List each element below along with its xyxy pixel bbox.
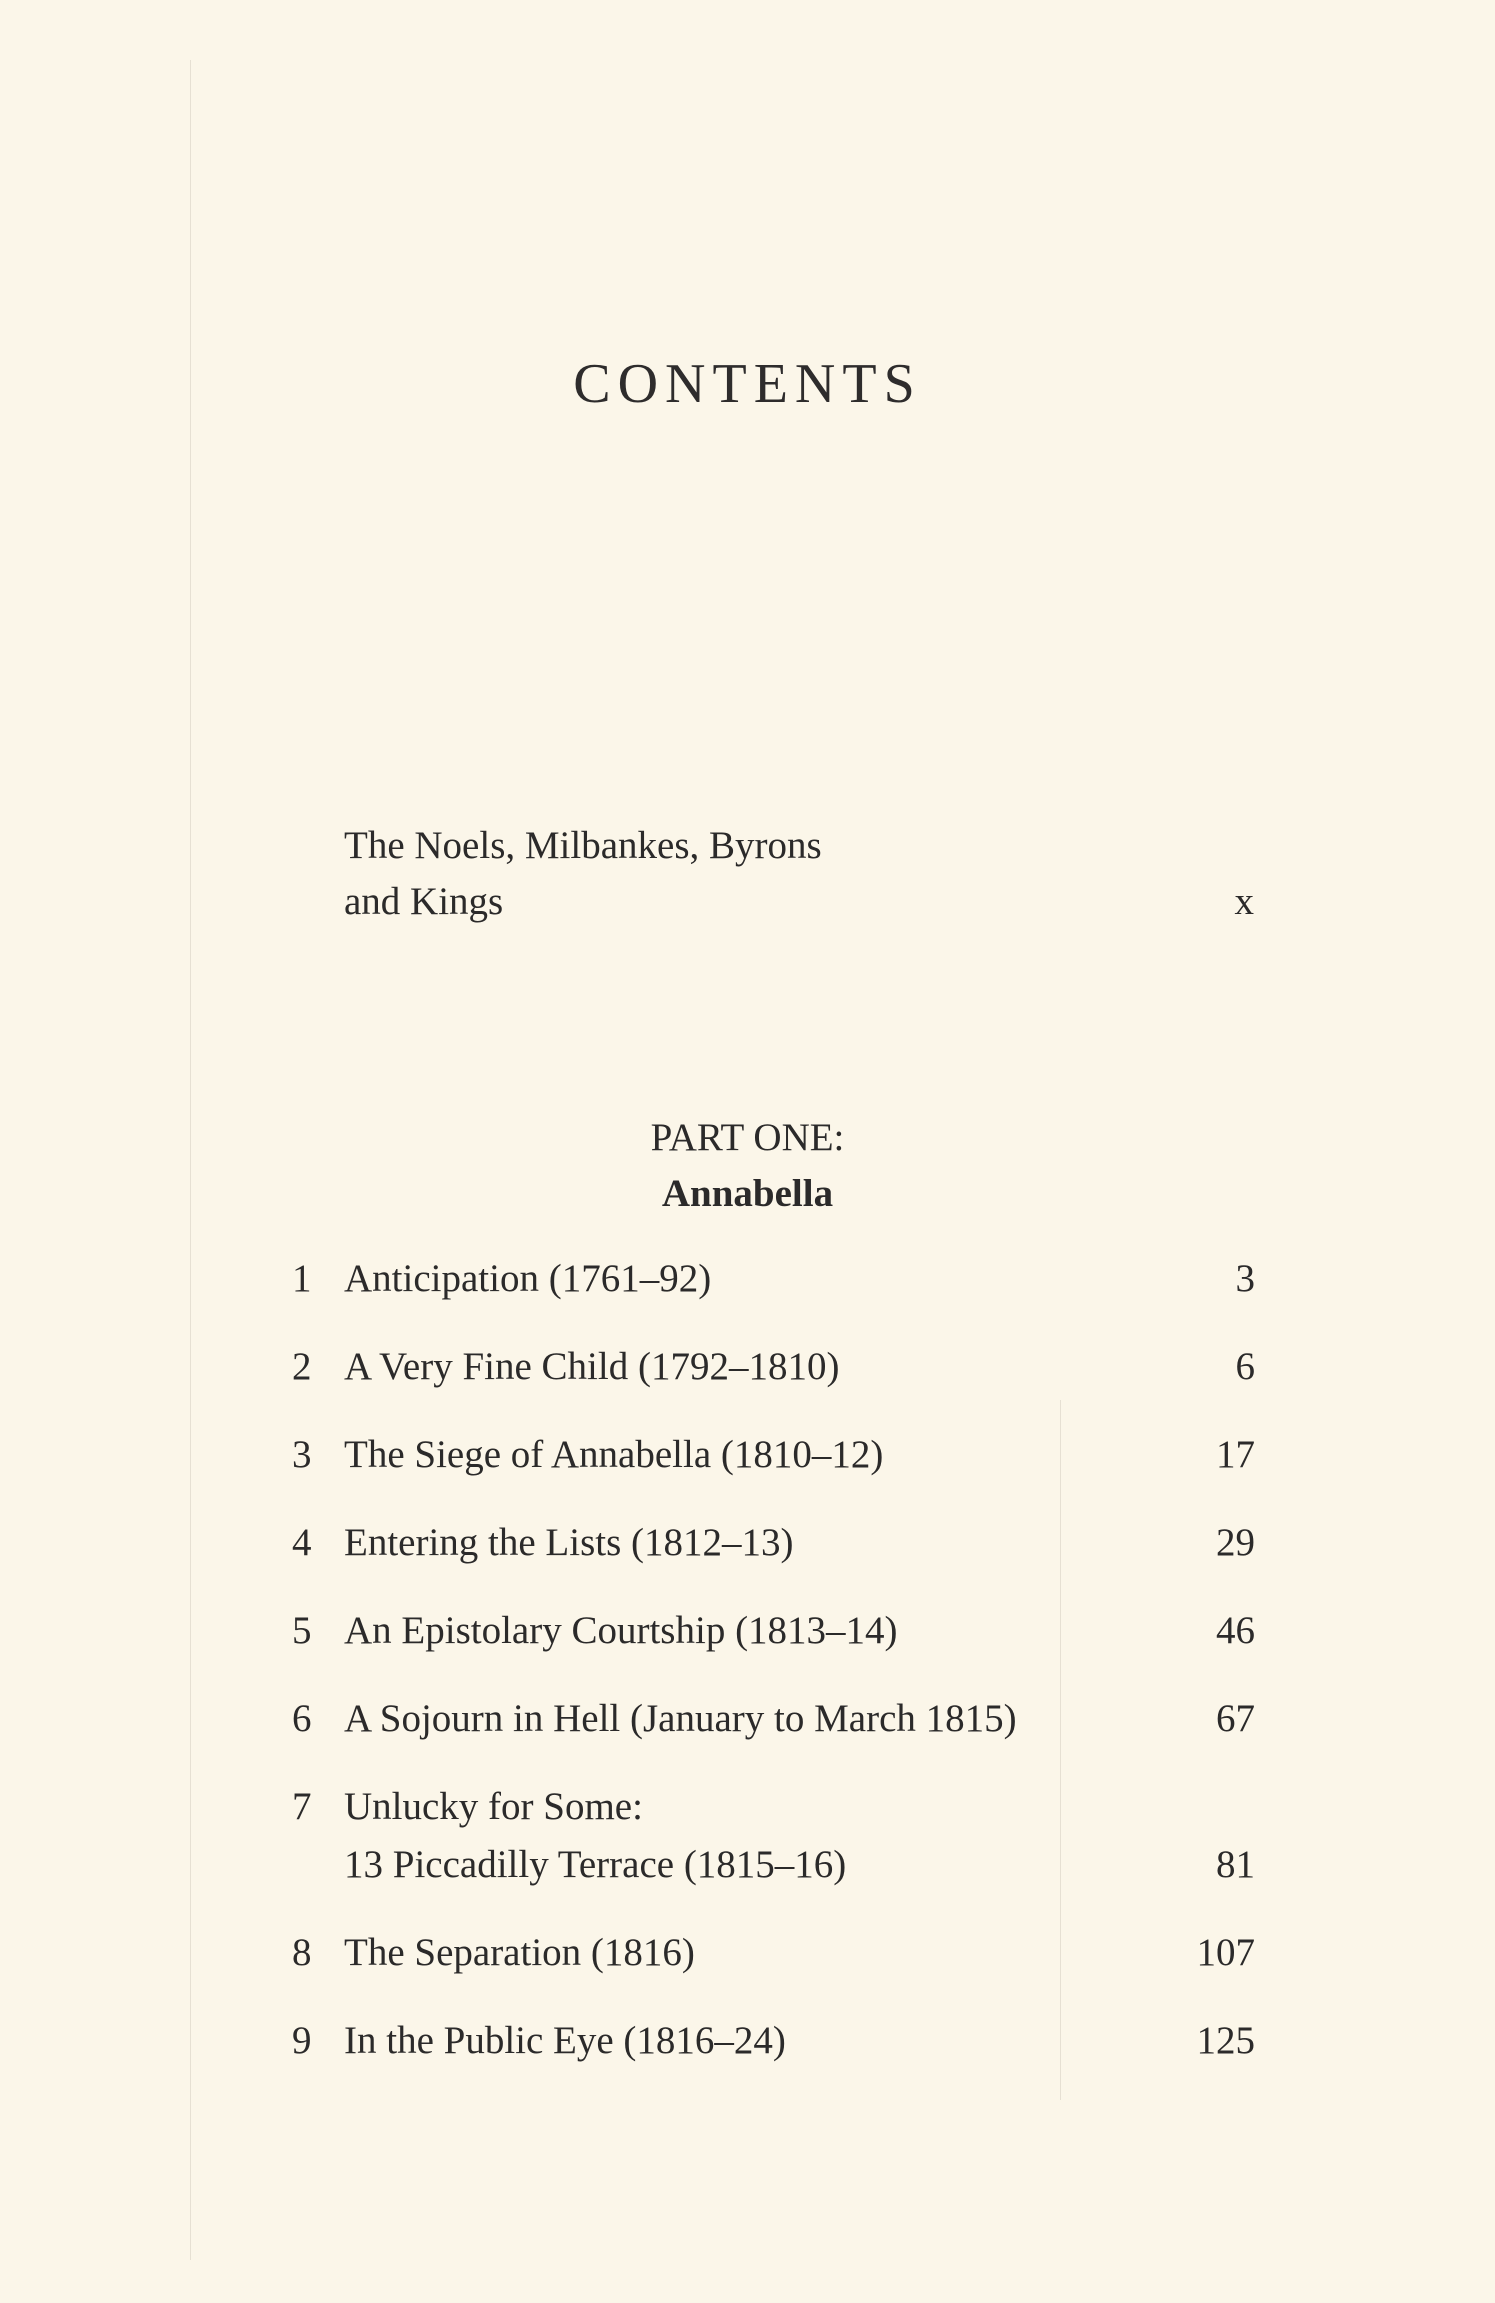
chapter-number: 4 bbox=[292, 1521, 312, 1564]
chapter-number: 3 bbox=[292, 1433, 312, 1476]
chapter-number: 5 bbox=[292, 1609, 312, 1652]
chapter-page: 3 bbox=[1235, 1257, 1255, 1300]
chapter-title-line2: 13 Piccadilly Terrace (1815–16) bbox=[344, 1843, 847, 1886]
part-heading bbox=[0, 1110, 1495, 1222]
chapter-number: 1 bbox=[292, 1257, 312, 1300]
chapter-page: 6 bbox=[1235, 1345, 1255, 1388]
chapter-title: The Separation (1816) bbox=[344, 1931, 695, 1974]
front-matter-line1: The Noels, Milbankes, Byrons bbox=[344, 824, 822, 867]
chapter-page: 67 bbox=[1216, 1697, 1255, 1740]
chapter-page: 46 bbox=[1216, 1609, 1255, 1652]
part-subtitle: Annabella bbox=[661, 1172, 834, 1215]
front-matter-line2: and Kings bbox=[344, 880, 504, 923]
front-matter-entry bbox=[344, 818, 1264, 930]
chapter-title: A Very Fine Child (1792–1810) bbox=[344, 1345, 840, 1388]
chapter-title: Unlucky for Some: bbox=[344, 1785, 643, 1828]
part-title: PART ONE: bbox=[650, 1116, 845, 1159]
chapter-page: 107 bbox=[1196, 1931, 1255, 1974]
chapter-title: In the Public Eye (1816–24) bbox=[344, 2019, 786, 2062]
chapter-page: 17 bbox=[1216, 1433, 1255, 1476]
chapter-title: The Siege of Annabella (1810–12) bbox=[344, 1433, 884, 1476]
chapter-page: 81 bbox=[1216, 1843, 1255, 1886]
chapter-number: 9 bbox=[292, 2019, 312, 2062]
chapter-title: Entering the Lists (1812–13) bbox=[344, 1521, 794, 1564]
chapter-title: Anticipation (1761–92) bbox=[344, 1257, 712, 1300]
chapter-title: A Sojourn in Hell (January to March 1815) bbox=[344, 1697, 1017, 1740]
chapter-page: 125 bbox=[1196, 2019, 1255, 2062]
front-matter-page: x bbox=[1234, 880, 1254, 923]
contents-title: CONTENTS bbox=[573, 353, 922, 415]
chapter-page: 29 bbox=[1216, 1521, 1255, 1564]
chapter-number: 8 bbox=[292, 1931, 312, 1974]
chapter-number: 7 bbox=[292, 1785, 312, 1828]
chapter-number: 6 bbox=[292, 1697, 312, 1740]
chapter-number: 2 bbox=[292, 1345, 312, 1388]
page-crease bbox=[1060, 1400, 1061, 2100]
chapter-title: An Epistolary Courtship (1813–14) bbox=[344, 1609, 898, 1652]
